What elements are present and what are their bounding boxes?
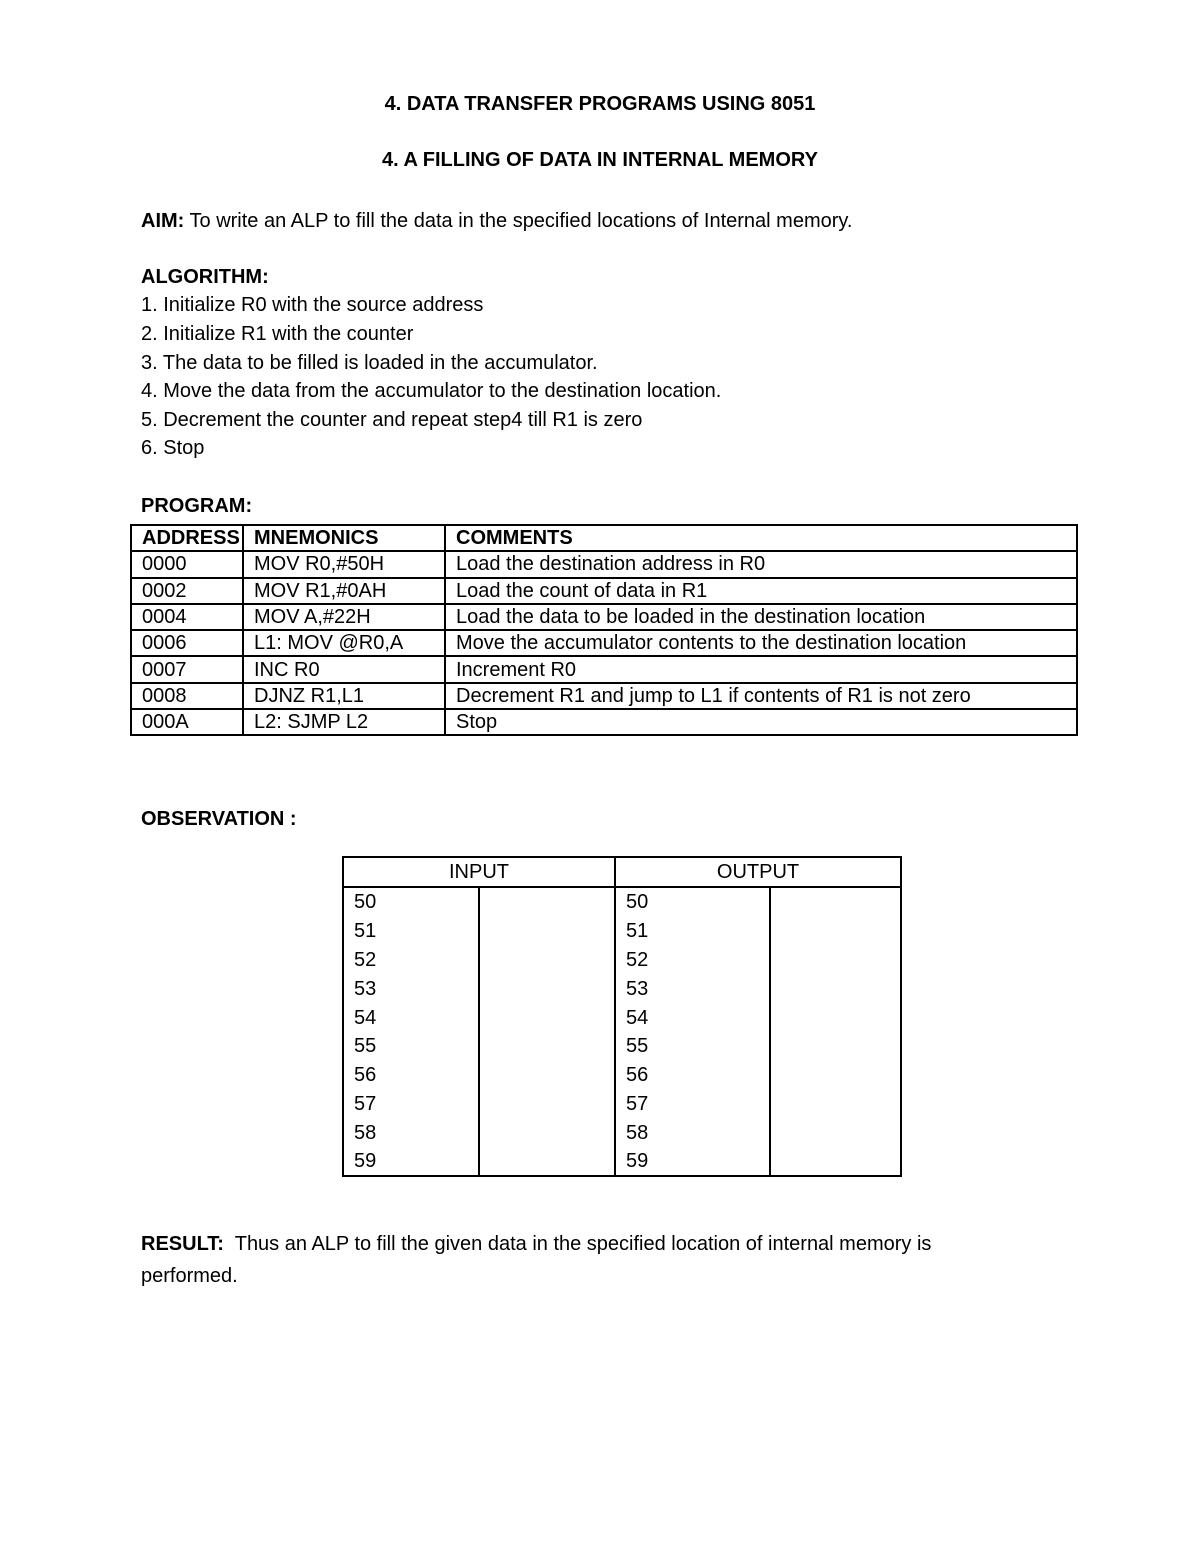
address-cell: 0006 (131, 630, 243, 656)
output-value-cell (770, 1147, 901, 1176)
table-row (131, 604, 1077, 630)
input-value-cell (479, 1032, 615, 1061)
output-value-cell (770, 1003, 901, 1032)
comment-cell: Stop (445, 709, 1077, 735)
table-row (343, 1032, 901, 1061)
observation-label: OBSERVATION : (141, 808, 297, 830)
input-address-cell: 56 (343, 1061, 479, 1090)
input-address-cell: 55 (343, 1032, 479, 1061)
output-value-cell (770, 974, 901, 1003)
table-row (343, 946, 901, 975)
address-cell: 0007 (131, 656, 243, 682)
input-address-cell: 58 (343, 1118, 479, 1147)
table-row (343, 974, 901, 1003)
address-cell: 000A (131, 709, 243, 735)
input-value-cell (479, 1090, 615, 1119)
algorithm-step: 6. Stop (141, 437, 205, 459)
table-row (131, 656, 1077, 682)
address-cell: 0004 (131, 604, 243, 630)
mnemonic-cell: L2: SJMP L2 (243, 709, 445, 735)
input-value-cell (479, 887, 615, 917)
input-address-cell: 52 (343, 946, 479, 975)
output-value-cell (770, 1118, 901, 1147)
table-header-row (131, 525, 1077, 551)
output-address-cell: 55 (615, 1032, 770, 1061)
mnemonic-cell: L1: MOV @R0,A (243, 630, 445, 656)
output-address-cell: 57 (615, 1090, 770, 1119)
table-row (343, 1118, 901, 1147)
output-address-cell: 50 (615, 887, 770, 917)
address-cell: 0002 (131, 578, 243, 604)
output-address-cell: 52 (615, 946, 770, 975)
output-value-cell (770, 917, 901, 946)
comment-cell: Move the accumulator contents to the destination location (445, 630, 1077, 656)
table-row (131, 709, 1077, 735)
input-value-cell (479, 974, 615, 1003)
result-line (141, 1233, 931, 1256)
comment-cell: Decrement R1 and jump to L1 if contents of R1 is not zero (445, 683, 1077, 709)
result-text: Thus an ALP to fill the given data in the specified location of internal memory is (223, 1233, 932, 1255)
algorithm-step: 2. Initialize R1 with the counter (141, 323, 414, 345)
mnemonic-cell: INC R0 (243, 656, 445, 682)
header-mnemonics: MNEMONICS (243, 525, 445, 551)
observation-body (343, 887, 901, 1176)
table-row (343, 1147, 901, 1176)
input-value-cell (479, 946, 615, 975)
table-row (343, 887, 901, 917)
section-title: 4. A FILLING OF DATA IN INTERNAL MEMORY (382, 149, 818, 171)
output-value-cell (770, 887, 901, 917)
mnemonic-cell: MOV A,#22H (243, 604, 445, 630)
output-address-cell: 54 (615, 1003, 770, 1032)
table-row (343, 1090, 901, 1119)
input-value-cell (479, 1003, 615, 1032)
input-address-cell: 57 (343, 1090, 479, 1119)
algorithm-step: 3. The data to be filled is loaded in the accumulator. (141, 352, 598, 374)
table-row (131, 551, 1077, 577)
table-row (131, 578, 1077, 604)
output-address-cell: 53 (615, 974, 770, 1003)
output-address-cell: 51 (615, 917, 770, 946)
output-header: OUTPUT (615, 857, 901, 887)
page-title: 4. DATA TRANSFER PROGRAMS USING 8051 (384, 93, 816, 115)
observation-header-row (343, 857, 901, 887)
input-value-cell (479, 1061, 615, 1090)
aim-line (141, 210, 852, 233)
output-value-cell (770, 1090, 901, 1119)
mnemonic-cell: MOV R1,#0AH (243, 578, 445, 604)
output-value-cell (770, 1032, 901, 1061)
output-address-cell: 58 (615, 1118, 770, 1147)
comment-cell: Load the data to be loaded in the destination location (445, 604, 1077, 630)
address-cell: 0008 (131, 683, 243, 709)
table-row (343, 1003, 901, 1032)
table-row (131, 630, 1077, 656)
program-label: PROGRAM: (141, 495, 253, 517)
input-address-cell: 59 (343, 1147, 479, 1176)
output-value-cell (770, 1061, 901, 1090)
aim-label: AIM: (141, 210, 185, 232)
output-address-cell: 56 (615, 1061, 770, 1090)
address-cell: 0000 (131, 551, 243, 577)
input-address-cell: 50 (343, 887, 479, 917)
result-label: RESULT: (141, 1233, 224, 1255)
program-table (130, 524, 1078, 736)
result-line-2: performed. (141, 1265, 238, 1287)
observation-table (342, 856, 902, 1177)
input-value-cell (479, 1118, 615, 1147)
header-address: ADDRESS (131, 525, 243, 551)
algorithm-label: ALGORITHM: (141, 266, 269, 288)
algorithm-step: 5. Decrement the counter and repeat step4 till R1 is zero (141, 409, 643, 431)
output-address-cell: 59 (615, 1147, 770, 1176)
comment-cell: Increment R0 (445, 656, 1077, 682)
algorithm-step: 1. Initialize R0 with the source address (141, 294, 484, 316)
input-address-cell: 51 (343, 917, 479, 946)
input-header: INPUT (343, 857, 615, 887)
header-comments: COMMENTS (445, 525, 1077, 551)
aim-text: To write an ALP to fill the data in the specified locations of Internal memory. (184, 210, 853, 232)
comment-cell: Load the count of data in R1 (445, 578, 1077, 604)
algorithm-step: 4. Move the data from the accumulator to the destination location. (141, 380, 722, 402)
input-value-cell (479, 917, 615, 946)
comment-cell: Load the destination address in R0 (445, 551, 1077, 577)
output-value-cell (770, 946, 901, 975)
table-row (343, 1061, 901, 1090)
table-row (131, 683, 1077, 709)
table-row (343, 917, 901, 946)
input-value-cell (479, 1147, 615, 1176)
mnemonic-cell: DJNZ R1,L1 (243, 683, 445, 709)
mnemonic-cell: MOV R0,#50H (243, 551, 445, 577)
input-address-cell: 53 (343, 974, 479, 1003)
input-address-cell: 54 (343, 1003, 479, 1032)
